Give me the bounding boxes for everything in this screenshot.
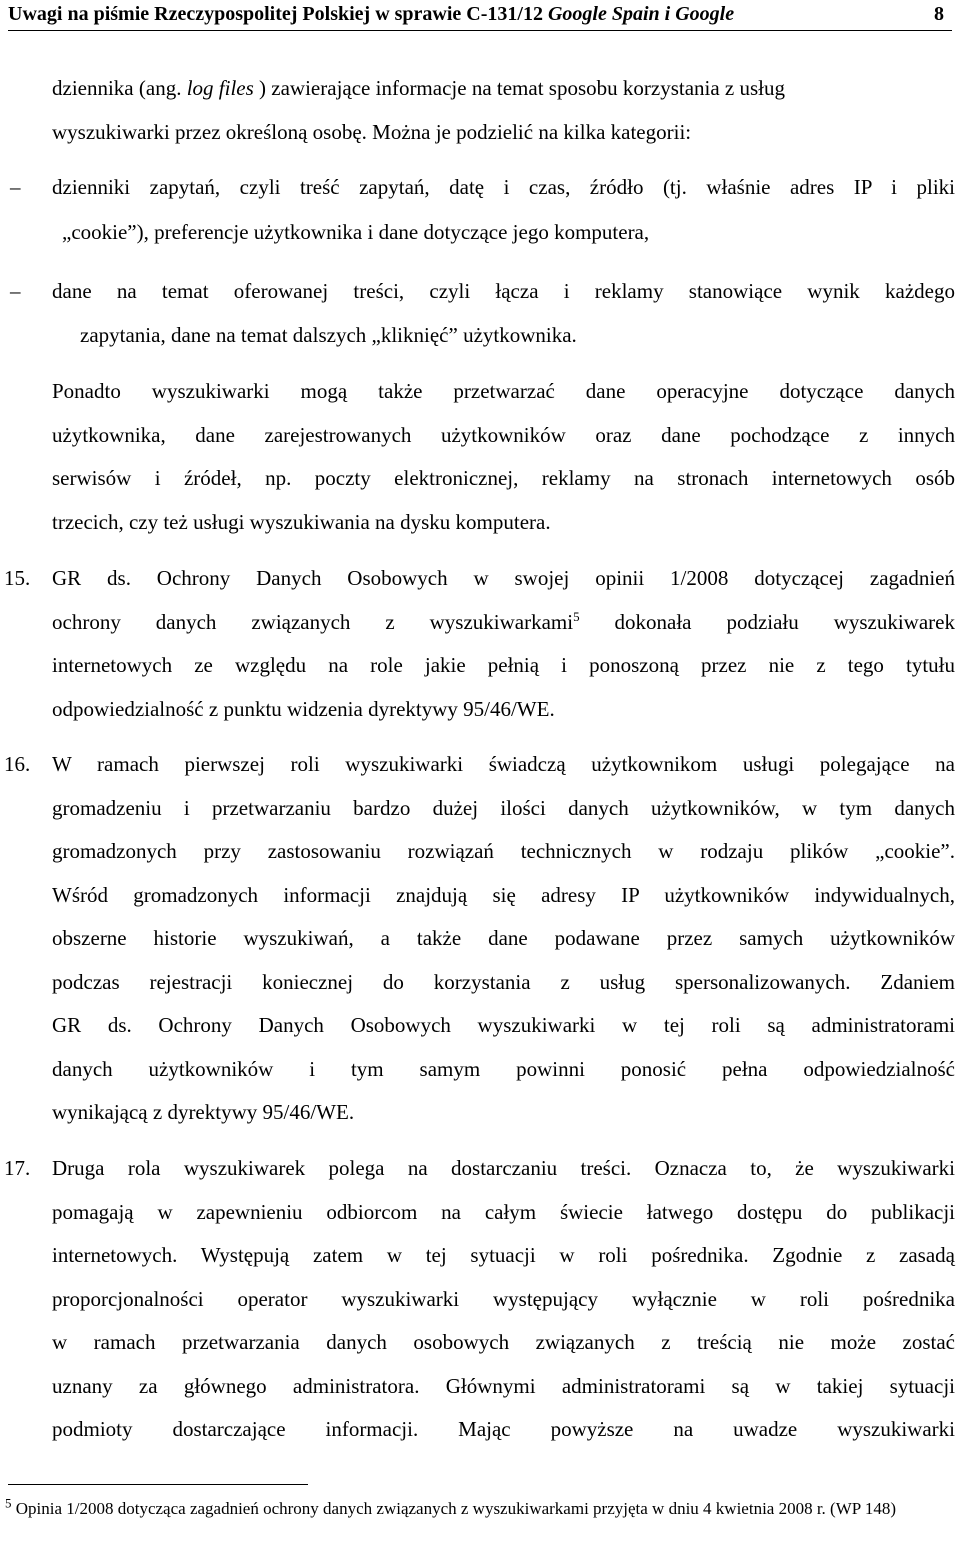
paragraph-line: internetowych ze względu na role jakie pełnią i ponoszoną przez nie z tego tytułu bbox=[52, 653, 955, 677]
paragraph-line: wynikającą z dyrektywy 95/46/WE. bbox=[52, 1100, 355, 1124]
intro-line-1: dziennika (ang. log files ) zawierające informacje na temat sposobu korzystania z usług bbox=[52, 76, 786, 100]
page-number: 8 bbox=[934, 3, 944, 25]
paragraph-16 bbox=[52, 751, 955, 1143]
paragraph-line: danych użytkowników i tym samym powinni ponosić pełna odpowiedzialność bbox=[52, 1056, 955, 1081]
footnote bbox=[5, 1495, 955, 1520]
paragraph-line: Druga rola wyszukiwarek polega na dostarczaniu treści. Oznacza to, że wyszukiwarki bbox=[52, 1156, 955, 1180]
paragraph-line: Ponadto wyszukiwarki mogą także przetwarzać dane operacyjne dotyczące danych bbox=[52, 379, 955, 403]
footnote-separator bbox=[8, 1484, 308, 1485]
paragraph-line: podczas rejestracji koniecznej do korzystania z usług spersonalizowanych. Zdaniem bbox=[52, 969, 955, 994]
running-header bbox=[8, 0, 952, 31]
paragraph-line: ochrony danych związanych z wyszukiwarkami$^5$ dokonała podziału wyszukiwarek bbox=[52, 608, 955, 634]
bullet-1-line-2: „cookie”), preferencje użytkownika i dane dotyczące jego komputera, bbox=[62, 220, 650, 244]
paragraph-line: gromadzeniu i przetwarzaniu bardzo dużej ilości danych użytkowników, w tym danych bbox=[52, 795, 955, 820]
paragraph-line: odpowiedzialność z punktu widzenia dyrektywy 95/46/WE. bbox=[52, 696, 555, 721]
paragraph-line: obszerne historie wyszukiwań, a także dane podawane przez samych użytkowników bbox=[52, 926, 955, 950]
paragraph-line: GR ds. Ochrony Danych Osobowych w swojej opinii 1/2008 dotyczącej zagadnień bbox=[52, 566, 955, 590]
paragraph-line: Wśród gromadzonych informacji znajdują się adresy IP użytkowników indywidualnych, bbox=[52, 882, 955, 907]
paragraph-line: podmioty dostarczające informacji. Mając powyższe na uwadze wyszukiwarki bbox=[52, 1417, 955, 1441]
paragraph-line: użytkownika, dane zarejestrowanych użytkowników oraz dane pochodzące z innych bbox=[52, 422, 955, 447]
intro-line-2: wyszukiwarki przez określoną osobę. Można je podzielić na kilka kategorii: bbox=[52, 120, 692, 144]
footnote-ref-5[interactable]: 5 bbox=[573, 608, 580, 624]
paragraph-15 bbox=[52, 565, 955, 739]
header-title-italic: Google Spain i Google bbox=[547, 3, 735, 25]
paragraph-line: GR ds. Ochrony Danych Osobowych wyszukiwarki w tej roli są administratorami bbox=[52, 1013, 955, 1037]
paragraph-line: uznany za głównego administratora. Głównymi administratorami są w takiej sytuacji bbox=[52, 1373, 955, 1398]
paragraph-line: pomagają w zapewnieniu odbiorcom na całym świecie łatwego dostępu do publikacji bbox=[52, 1199, 955, 1224]
bullet-1-line-1: dzienniki zapytań, czyli treść zapytań, datę i czas, źródło (tj. właśnie adres IP i pliki bbox=[52, 175, 955, 199]
footnote-marker: 5 bbox=[5, 1495, 12, 1511]
paragraph-line: w ramach przetwarzania danych osobowych związanych z treścią nie może zostać bbox=[52, 1330, 955, 1354]
footnote-text: Opinia 1/2008 dotycząca zagadnień ochrony danych związanych z wyszukiwarkami przyjęta w dniu 4 kwietnia 2008 r. (WP 148) bbox=[11, 1499, 896, 1518]
paragraph-line: proporcjonalności operator wyszukiwarki występujący wyłącznie w roli pośrednika bbox=[52, 1286, 955, 1311]
paragraph-number-15: 15. bbox=[4, 566, 31, 590]
bullet-dash-2: – bbox=[10, 279, 21, 303]
paragraph-line: internetowych. Występują zatem w tej sytuacji w roli pośrednika. Zgodnie z zasadą bbox=[52, 1243, 955, 1267]
log-files-term: log files bbox=[186, 76, 254, 100]
bullet-dash-1: – bbox=[10, 175, 21, 199]
paragraph-line: serwisów i źródeł, np. poczty elektronicznej, reklamy na stronach internetowych osób bbox=[52, 466, 955, 490]
paragraph-17 bbox=[52, 1155, 955, 1460]
paragraph-line: gromadzonych przy zastosowaniu rozwiązań technicznych w rodzaju plików „cookie”. bbox=[52, 839, 955, 863]
bullet-2-line-2: zapytania, dane na temat dalszych „kliknięć” użytkownika. bbox=[80, 323, 577, 347]
header-title: Uwagi na piśmie Rzeczypospolitej Polskiej w sprawie C-131/12 bbox=[8, 3, 548, 25]
paragraph-line: trzecich, czy też usługi wyszukiwania na dysku komputera. bbox=[52, 509, 551, 534]
paragraph-number-17: 17. bbox=[4, 1156, 31, 1180]
bullet-2-line-1: dane na temat oferowanej treści, czyli łącza i reklamy stanowiące wynik każdego bbox=[52, 279, 955, 303]
paragraph-ponadto bbox=[52, 378, 955, 552]
paragraph-number-16: 16. bbox=[4, 752, 31, 776]
paragraph-line: W ramach pierwszej roli wyszukiwarki świadczą użytkownikom usługi polegające na bbox=[52, 752, 955, 776]
